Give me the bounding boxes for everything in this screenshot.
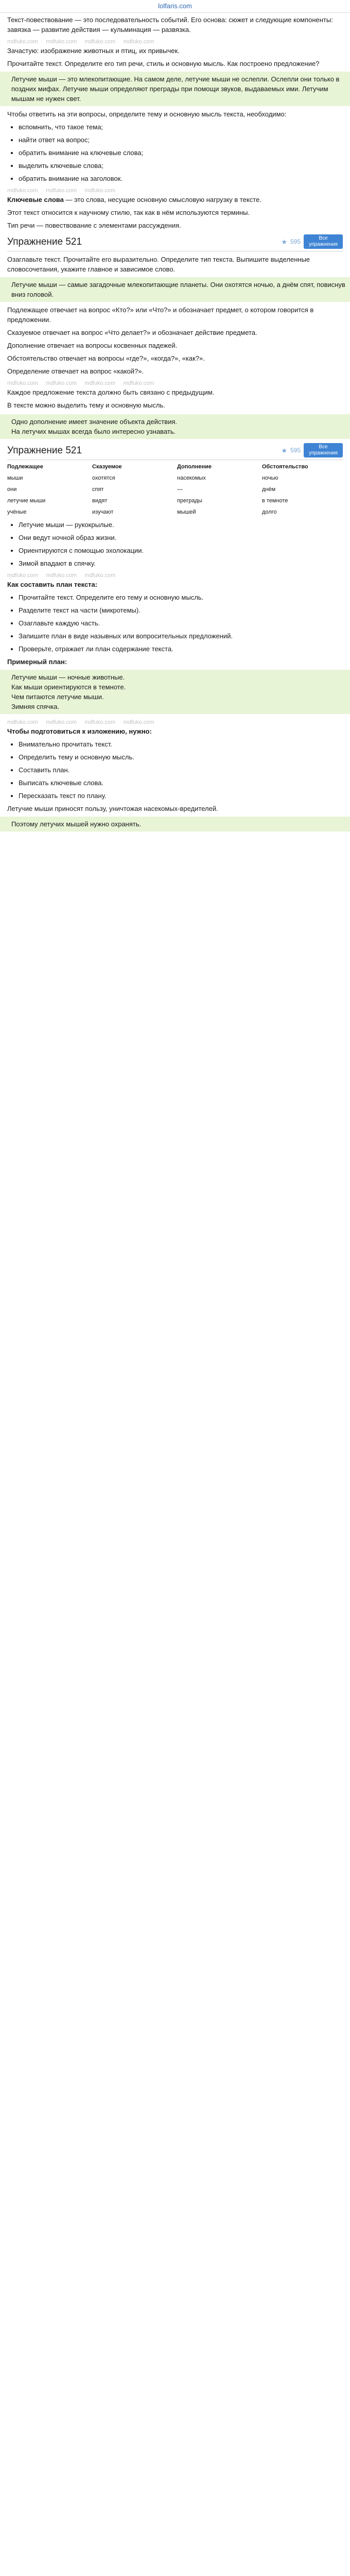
- grammar-paragraph: Подлежащее отвечает на вопрос «Кто?» или «Что?» и обозначает предмет, о котором говорится в предложении.: [7, 306, 314, 324]
- exercise-count: 595: [290, 238, 301, 245]
- plan-item: Летучие мыши — ночные животные.: [11, 673, 125, 681]
- parsing-table: [7, 463, 343, 516]
- instruction-item: • Прочитайте текст. Определите его тему и основную мысль.: [19, 592, 343, 602]
- table-head-cell: Сказуемое: [92, 464, 122, 470]
- table-head-cell: Дополнение: [177, 464, 212, 470]
- exercise-header: [7, 443, 343, 460]
- notice-line: На летучих мышах всегда было интересно узнавать.: [11, 428, 176, 435]
- instruction-item: • Запишите план в виде назывных или вопросительных предложений.: [19, 631, 343, 641]
- table-cell: мышей: [177, 509, 196, 515]
- question-text: Чтобы ответить на эти вопросы, определите тему и основную мысль текста, необходимо:: [7, 110, 287, 118]
- site-name[interactable]: lolfaris.com: [158, 2, 192, 10]
- table-cell: мыши: [7, 475, 23, 481]
- table-cell: преграды: [177, 498, 202, 504]
- plan-item: Чем питаются летучие мыши.: [11, 693, 104, 701]
- page-content: [0, 13, 350, 832]
- exercise-title: Упражнение 521: [7, 236, 82, 247]
- text-highlight-block: [0, 277, 350, 302]
- bookmark-icon[interactable]: ★: [281, 446, 287, 454]
- step-item: • вспомнить, что такое тема;: [19, 122, 343, 132]
- sample-plan-heading: Примерный план:: [7, 658, 67, 666]
- table-cell: видят: [92, 498, 108, 504]
- answer-2: Тип речи — повествование с элементами рассуждения.: [7, 222, 181, 229]
- summary-item: • Определить тему и основную мысль.: [19, 752, 343, 762]
- table-cell: летучие мыши: [7, 498, 46, 504]
- watermark-row: mdfuko.com mdfuko.com mdfuko.com mdfuko.com: [7, 719, 154, 725]
- highlight-text: Летучие мыши — это млекопитающие. На самом деле, летучие мыши не ослепли. Ослепли они только в поздних мифах. Летучие мыши определяют преграды при помощи звуков, выдаваемых ими. Летучим мышам не нужен свет.: [11, 75, 340, 103]
- table-cell: изучают: [92, 509, 114, 515]
- instruction-item: • Проверьте, отражает ли план содержание текста.: [19, 644, 343, 654]
- intro-paragraph-3: Прочитайте текст. Определите его тип речи, стиль и основную мысль. Как построено предложение?: [7, 60, 320, 67]
- exercise-tools: [281, 443, 343, 457]
- side-note: • Они ведут ночной образ жизни.: [19, 533, 343, 543]
- summary-list: [7, 739, 343, 801]
- table-cell: днём: [262, 486, 276, 493]
- table-head-cell: Обстоятельство: [262, 464, 308, 470]
- exercise-521-body: [7, 255, 343, 410]
- bookmark-icon[interactable]: ★: [281, 238, 287, 246]
- table-cell: спят: [92, 486, 104, 493]
- answer-1: Этот текст относится к научному стилю, так как в нём используются термины.: [7, 209, 250, 216]
- intro-paragraph-2: Зачастую: изображение животных и птиц, их привычек.: [7, 47, 180, 55]
- table-cell: ночью: [262, 475, 278, 481]
- table-head-cell: Подлежащее: [7, 464, 43, 470]
- rule-text: Каждое предложение текста должно быть связано с предыдущим.: [7, 388, 215, 396]
- exercise-title: Упражнение 521: [7, 445, 82, 456]
- step-item: • выделить ключевые слова;: [19, 161, 343, 171]
- summary-section: [7, 726, 343, 832]
- step-item: • обратить внимание на заголовок.: [19, 174, 343, 183]
- intro-section: [7, 15, 343, 230]
- watermark-row: mdfuko.com mdfuko.com mdfuko.com mdfuko.com: [7, 380, 154, 386]
- watermark-row: mdfuko.com mdfuko.com mdfuko.com: [7, 572, 116, 579]
- exercise-header: [7, 234, 343, 251]
- sample-plan-block: [0, 670, 350, 714]
- summary-item: • Составить план.: [19, 765, 343, 775]
- notice-block: [0, 414, 350, 439]
- summary-item: • Выписать ключевые слова.: [19, 778, 343, 788]
- side-notes-list: [7, 520, 343, 568]
- side-note: • Зимой впадают в спячку.: [19, 558, 343, 568]
- plan-item: Зимняя спячка.: [11, 703, 60, 710]
- side-note: • Ориентируются с помощью эхолокации.: [19, 546, 343, 555]
- key-words-text: — это слова, несущие основную смысловую нагрузку в тексте.: [65, 196, 261, 204]
- step-item: • обратить внимание на ключевые слова;: [19, 148, 343, 158]
- instruction-item: • Разделите текст на части (микротемы).: [19, 605, 343, 615]
- intro-paragraph-1: Текст-повествование — это последовательность событий. Его основа: сюжет и следующие компоненты: завязка — развитие действия — кульминация — развязка.: [7, 16, 333, 33]
- table-cell: —: [177, 486, 183, 493]
- text-highlight-block: [0, 72, 350, 106]
- key-words-paragraph: [7, 195, 343, 205]
- grammar-paragraph: Дополнение отвечает на вопросы косвенных падежей.: [7, 342, 178, 349]
- steps-list: [7, 122, 343, 183]
- summary-item: • Внимательно прочитать текст.: [19, 739, 343, 749]
- summary-footer-highlight: [0, 817, 350, 832]
- table-cell: насекомых: [177, 475, 206, 481]
- site-header: [0, 0, 350, 13]
- table-cell: долго: [262, 509, 277, 515]
- table-cell: в темноте: [262, 498, 288, 504]
- watermark-row: mdfuko.com mdfuko.com mdfuko.com mdfuko.com: [7, 39, 154, 45]
- table-cell: учёные: [7, 509, 27, 515]
- grammar-paragraph: Сказуемое отвечает на вопрос «Что делает?» и обозначает действие предмета.: [7, 329, 257, 336]
- exercise-task: Озаглавьте текст. Прочитайте его выразительно. Определите тип текста. Выпишите выделенные словосочетания, укажите главное и зависимое слово.: [7, 256, 310, 273]
- notice-line: Одно дополнение имеет значение объекта действия.: [11, 418, 178, 426]
- summary-item: • Пересказать текст по плану.: [19, 791, 343, 801]
- highlight-text: Поэтому летучих мышей нужно охранять.: [11, 820, 142, 828]
- instruction-item: • Озаглавьте каждую часть.: [19, 618, 343, 628]
- exercise-tools: [281, 234, 343, 249]
- key-words-label: Ключевые слова: [7, 196, 64, 204]
- table-cell: охотятся: [92, 475, 115, 481]
- step-item: • найти ответ на вопрос;: [19, 135, 343, 145]
- rule-text: В тексте можно выделить тему и основную мысль.: [7, 401, 165, 409]
- instructions-section: [7, 580, 343, 714]
- plan-item: Как мыши ориентируются в темноте.: [11, 683, 126, 691]
- summary-heading: Чтобы подготовиться к изложению, нужно:: [7, 727, 152, 735]
- instructions-list: [7, 592, 343, 654]
- watermark-row: mdfuko.com mdfuko.com mdfuko.com: [7, 188, 116, 194]
- grammar-paragraph: Определение отвечает на вопрос «какой?».: [7, 367, 144, 375]
- side-note: • Летучие мыши — рукокрылые.: [19, 520, 343, 530]
- exercise-count: 595: [290, 446, 301, 454]
- grammar-paragraph: Обстоятельство отвечает на вопросы «где?», «когда?», «как?».: [7, 354, 205, 362]
- highlight-text: Летучие мыши — самые загадочные млекопитающие планеты. Они охотятся ночью, а днём спят, повиснув вниз головой.: [11, 281, 345, 298]
- all-exercises-button[interactable]: Все упражнения: [304, 443, 343, 457]
- all-exercises-button[interactable]: Все упражнения: [304, 234, 343, 249]
- table-cell: они: [7, 486, 17, 493]
- instructions-heading: Как составить план текста:: [7, 581, 98, 588]
- summary-footer: Летучие мыши приносят пользу, уничтожая насекомых-вредителей.: [7, 805, 218, 812]
